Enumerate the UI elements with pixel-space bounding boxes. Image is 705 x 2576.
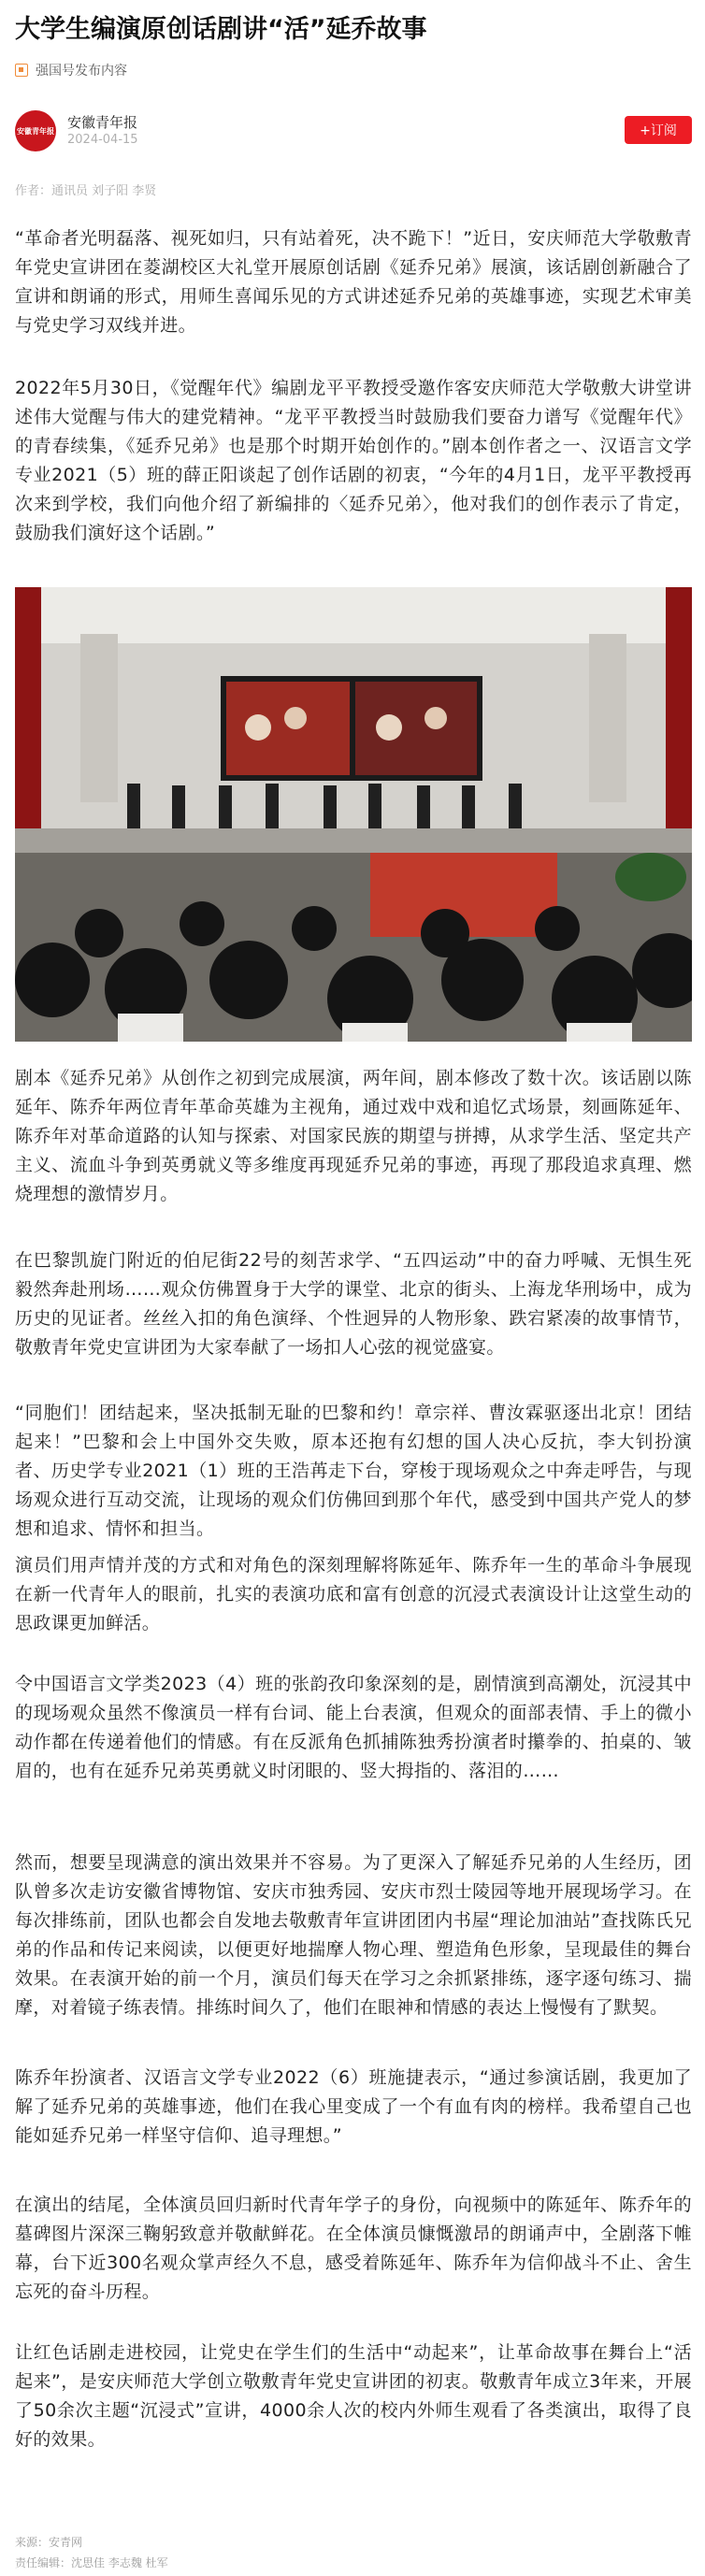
paragraph-6: 演员们用声情并茂的方式和对角色的深刻理解将陈延年、陈乔年一生的革命斗争展现在新一代青年人的眼前，扎实的表演功底和富有创意的沉浸式表演设计让这堂生动的思政课更加鲜活。 — [15, 1555, 692, 1633]
subscribe-button[interactable]: +订阅 — [625, 116, 692, 144]
footer-editor: 责任编辑：沈思佳 李志魏 杜军 — [15, 2556, 168, 2569]
paragraph-4: 在巴黎凯旋门附近的伯尼街22号的刻苦求学、“五四运动”中的奋力呼喊、无惧生死毅然奔赴刑场……观众仿佛置身于大学的课堂、北京的街头、上海龙华刑场中，成为历史的见证者。丝丝入扣的角色演绎、个性迥异的人物形象、跌宕紧凑的故事情节，敬敷青年党史宣讲团为大家奉献了一场扣人心弦的视觉盛宴。 — [15, 1250, 692, 1358]
account-logo-text: 安徽青年报 — [17, 126, 54, 136]
footer-source: 来源：安青网 — [15, 2536, 83, 2549]
account-name[interactable]: 安徽青年报 — [67, 114, 138, 131]
publish-date: 2024-04-15 — [67, 133, 138, 147]
paragraph-2: 2022年5月30日，《觉醒年代》编剧龙平平教授受邀作客安庆师范大学敬敷大讲堂讲述伟大觉醒与伟大的建党精神。“龙平平教授当时鼓励我们要奋力谱写《觉醒年代》的青春续集，《延乔兄弟》也是那个时期开始创作的。”剧本创作者之一、汉语言文学专业2021（5）班的薛正阳谈起了创作话剧的初衷，“今年的4月1日，龙平平教授再次来到学校，我们向他介绍了新编排的〈延乔兄弟〉，他对我们的创作表示了肯定，鼓励我们演好这个话剧。” — [15, 378, 692, 543]
source-tag-label: 强国号发布内容 — [36, 64, 127, 79]
paragraph-8: 然而，想要呈现满意的演出效果并不容易。为了更深入了解延乔兄弟的人生经历，团队曾多次走访安徽省博物馆、安庆市独秀园、安庆市烈士陵园等地开展现场学习。在每次排练前，团队也都会自发地去敬敷青年宣讲团团内书屋“理论加油站”查找陈氏兄弟的作品和传记来阅读，以便更好地揣摩人物心理、塑造角色形象，呈现最佳的舞台效果。在表演开始的前一个月，演员们每天在学习之余抓紧排练，逐字逐句练习、揣摩，对着镜子练表情。排练时间久了，他们在眼神和情感的表达上慢慢有了默契。 — [15, 1852, 692, 2018]
source-tag[interactable] — [15, 60, 127, 80]
account-avatar[interactable] — [15, 110, 56, 151]
byline: 作者：通讯员 刘子阳 李贤 — [15, 184, 157, 198]
paragraph-9: 陈乔年扮演者、汉语言文学专业2022（6）班施捷表示，“通过参演话剧，我更加了解了延乔兄弟的英雄事迹，他们在我心里变成了一个有血有肉的榜样。我希望自己也能如延乔兄弟一样坚守信仰、追寻理想。” — [15, 2067, 692, 2146]
badge-icon — [15, 64, 28, 77]
paragraph-5: “同胞们！团结起来，坚决抵制无耻的巴黎和约！章宗祥、曹汝霖驱逐出北京！团结起来！”巴黎和会上中国外交失败，原本还抱有幻想的国人决心反抗，李大钊扮演者、历史学专业2021（1）班的王浩苒走下台，穿梭于现场观众之中奔走呼告，与现场观众进行互动交流，让现场的观众们仿佛回到那个年代，感受到中国共产党人的梦想和追求、情怀和担当。 — [15, 1403, 692, 1539]
stage-photo-drawing — [15, 587, 692, 1042]
paragraph-1: “革命者光明磊落、视死如归，只有站着死，决不跪下！”近日，安庆师范大学敬敷青年党史宣讲团在菱湖校区大礼堂开展原创话剧《延乔兄弟》展演，该话剧创新融合了宣讲和朗诵的形式，用师生喜闻乐见的方式讲述延乔兄弟的英雄事迹，实现艺术审美与党史学习双线并进。 — [15, 228, 692, 336]
author-row — [15, 110, 692, 155]
stage-photo — [15, 587, 692, 1042]
paragraph-11: 让红色话剧走进校园，让党史在学生们的生活中“动起来”，让革命故事在舞台上“活起来”，是安庆师范大学创立敬敷青年党史宣讲团的初衷。敬敷青年成立3年来，开展了50余次主题“沉浸式”宣讲，4000余人次的校内外师生观看了各类演出，取得了良好的效果。 — [15, 2342, 692, 2450]
article-title: 大学生编演原创话剧讲“活”延乔故事 — [15, 15, 427, 44]
paragraph-10: 在演出的结尾，全体演员回归新时代青年学子的身份，向视频中的陈延年、陈乔年的墓碑图片深深三鞠躬致意并敬献鲜花。在全体演员慷慨激昂的朗诵声中，全剧落下帷幕，台下近300名观众掌声经久不息，感受着陈延年、陈乔年为信仰战斗不止、舍生忘死的奋斗历程。 — [15, 2195, 692, 2302]
paragraph-3: 剧本《延乔兄弟》从创作之初到完成展演，两年间，剧本修改了数十次。该话剧以陈延年、陈乔年两位青年革命英雄为主视角，通过戏中戏和追忆式场景，刻画陈延年、陈乔年对革命道路的认知与探索、对国家民族的期望与拼搏，从求学生活、坚定共产主义、流血斗争到英勇就义等多维度再现延乔兄弟的事迹，再现了那段追求真理、燃烧理想的激情岁月。 — [15, 1068, 692, 1204]
paragraph-7: 令中国语言文学类2023（4）班的张韵孜印象深刻的是，剧情演到高潮处，沉浸其中的现场观众虽然不像演员一样有台词、能上台表演，但观众的面部表情、手上的微小动作都在传递着他们的情感。有在反派角色抓捕陈独秀扮演者时攥拳的、拍桌的、皱眉的，也有在延乔兄弟英勇就义时闭眼的、竖大拇指的、落泪的…… — [15, 1674, 692, 1781]
